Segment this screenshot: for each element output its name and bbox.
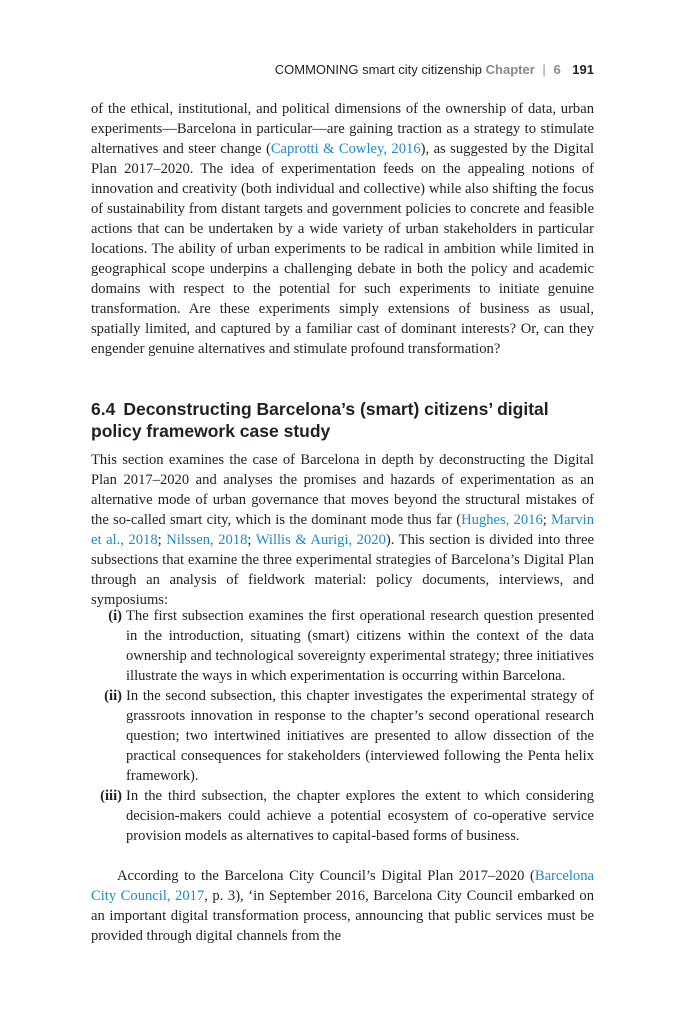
citation-separator: ; bbox=[247, 532, 256, 548]
citation-link[interactable]: Hughes, 2016 bbox=[461, 512, 543, 528]
citation-link[interactable]: Nilssen, 2018 bbox=[166, 532, 248, 548]
list-item-text: In the third subsection, the chapter explores the extent to which considering decision-makers could achieve a potential ecosystem of co-operative service provision models as alternatives to capital-based forms of business. bbox=[126, 788, 594, 844]
citation-separator: ; bbox=[157, 532, 167, 548]
citation-link[interactable]: Barcelona City Council, 2017 bbox=[91, 868, 594, 904]
citation-link[interactable]: Willis & Aurigi, 2020 bbox=[255, 532, 386, 548]
list-marker: (iii) bbox=[100, 788, 122, 804]
list-item bbox=[91, 686, 594, 786]
paragraph-1-text-a: of the ethical, institutional, and political dimensions of the ownership of data, urban experiments—Barcelona in particular—are gaining traction as a strategy to stimulate alternatives and steer change ( bbox=[91, 101, 594, 157]
paragraph-2 bbox=[91, 450, 594, 610]
section-number: 6.4 bbox=[91, 399, 116, 419]
section-heading bbox=[91, 398, 594, 442]
list-marker: (ii) bbox=[104, 688, 122, 704]
paragraph-3 bbox=[91, 866, 594, 946]
list-item-text: In the second subsection, this chapter investigates the experimental strategy of grassroots innovation in response to the chapter’s second operational research question; two intertwined initiatives are presented to allow dissection of the practical consequences for stakeholders (interviewed following the Penta helix framework). bbox=[126, 688, 594, 784]
list-item-text: The first subsection examines the first operational research question presented in the introduction, situating (smart) citizens within the context of the data ownership and technological sovereignty experimental strategy; three initiatives illustrate the ways in which experimentation is occurring within Barcelona. bbox=[126, 608, 594, 684]
list-item bbox=[91, 606, 594, 686]
citation-link[interactable]: Caprotti & Cowley, 2016 bbox=[270, 141, 421, 157]
list-item bbox=[91, 786, 594, 846]
running-head-separator: | bbox=[542, 62, 546, 77]
list-marker: (i) bbox=[108, 608, 122, 624]
section-title: Deconstructing Barcelona’s (smart) citizens’ digital policy framework case study bbox=[91, 399, 549, 441]
subsection-list bbox=[91, 606, 594, 846]
paragraph-3-text-b: , p. 3), ‘in September 2016, Barcelona City Council embarked on an important digital transformation process, announcing that public services must be provided through digital channels from the bbox=[91, 888, 594, 944]
chapter-label: Chapter bbox=[485, 62, 535, 77]
paragraph-3-text-a: According to the Barcelona City Council’s Digital Plan 2017–2020 ( bbox=[117, 868, 535, 884]
citation-link[interactable]: Marvin et al., 2018 bbox=[91, 512, 595, 548]
paragraph-2-text-b: ). This section is divided into three subsections that examine the three experimental strategies of Barcelona’s Digital Plan through an analysis of fieldwork material: policy documents, interviews, and symposiums: bbox=[91, 532, 594, 608]
running-head bbox=[91, 62, 594, 77]
page-number: 191 bbox=[572, 62, 594, 77]
paragraph-1 bbox=[91, 99, 594, 359]
paragraph-2-text-a: This section examines the case of Barcelona in depth by deconstructing the Digital Plan 2017–2020 and analyses the promises and hazards of experimentation as an alternative mode of urban governance that moves beyond the structural mistakes of the so-called smart city, which is the dominant mode thus far ( bbox=[91, 452, 594, 528]
chapter-number: 6 bbox=[553, 62, 561, 77]
running-head-title: COMMONING smart city citizenship bbox=[274, 62, 483, 77]
paragraph-1-text-b: ), as suggested by the Digital Plan 2017–2020. The idea of experimentation feeds on the appealing notions of innovation and creativity (both individual and collective) while also shifting the focus of sustainability from distant targets and government policies to concrete and feasible actions that can be undertaken by a wide variety of urban stakeholders in particular locations. The ability of urban experiments to be radical in ambition while limited in geographical scope underpins a challenging debate in both the policy and academic domains with respect to the potential for such experiments to initiate genuine transformation. Are these experiments simply extensions of business as usual, spatially limited, and captured by a familiar cast of dominant interests? Or, can they engender genuine alternatives and stimulate profound transformation? bbox=[91, 141, 594, 357]
citation-separator: ; bbox=[542, 512, 552, 528]
